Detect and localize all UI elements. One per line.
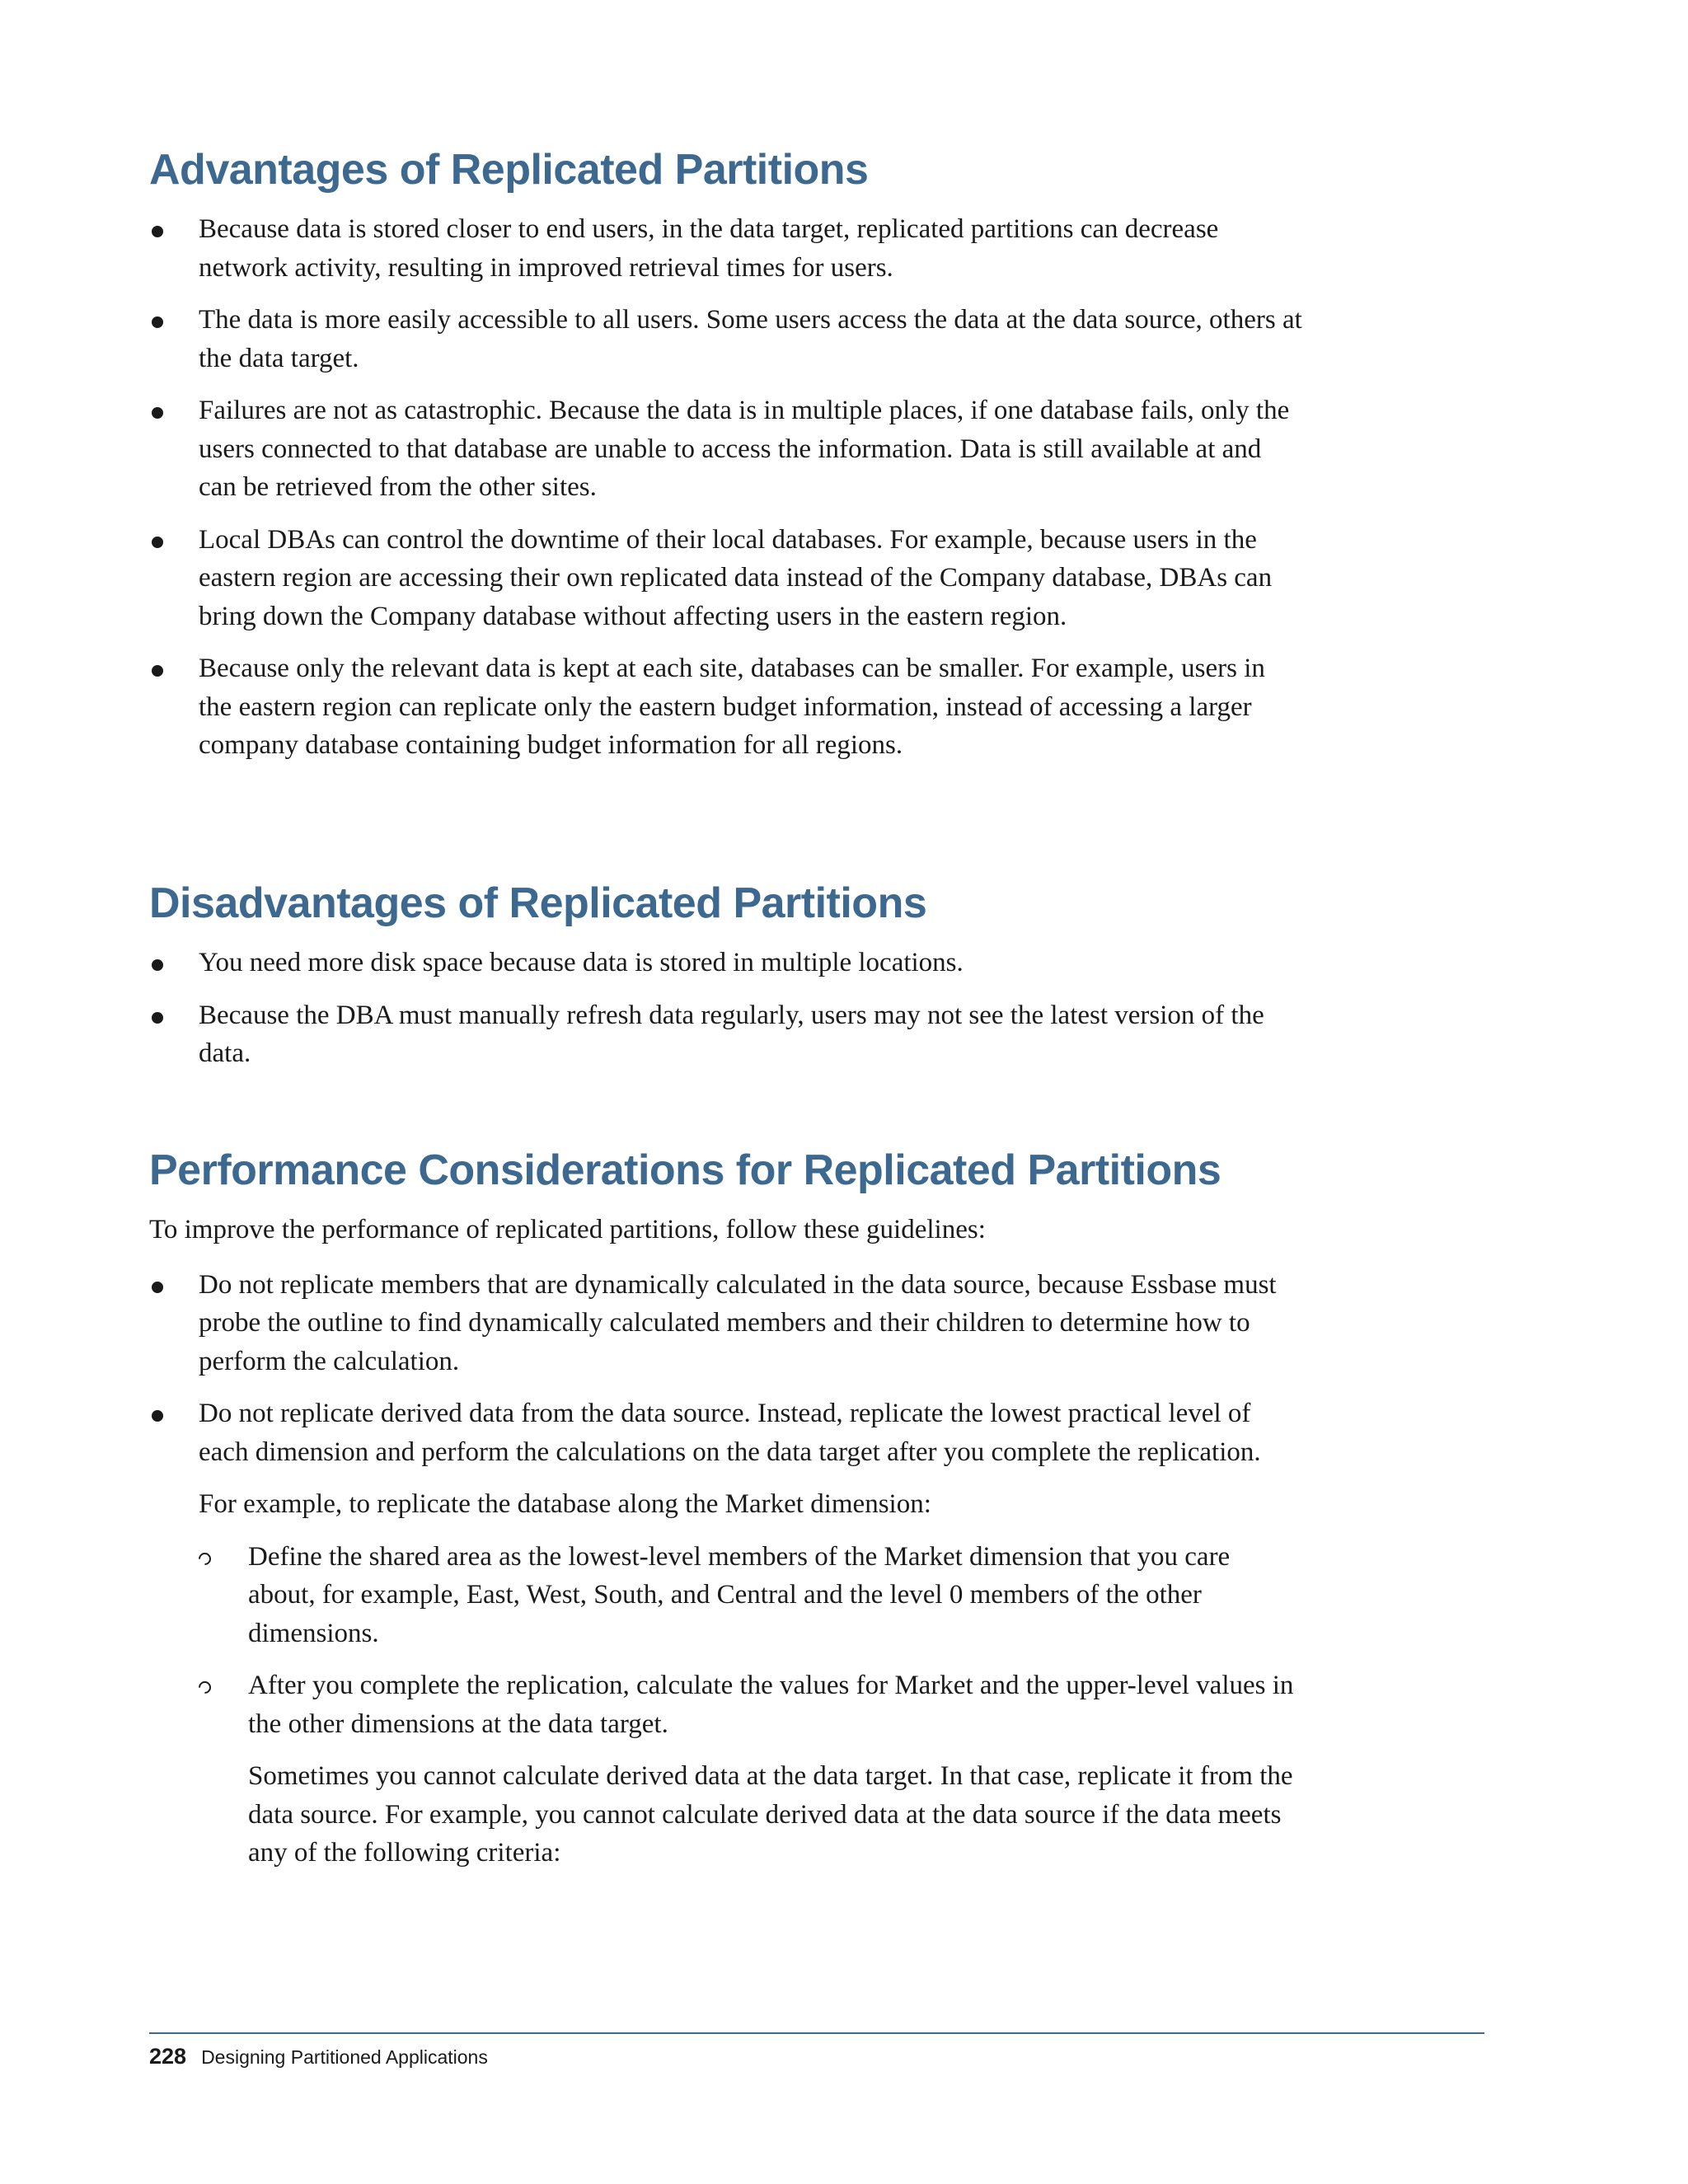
bullet-list	[149, 1266, 1303, 1472]
list-item	[149, 391, 1303, 507]
list-item	[149, 1394, 1303, 1471]
list-item	[149, 210, 1303, 287]
bullet-icon	[152, 226, 163, 237]
sub-list-item-text: After you complete the replication, calculate the values for Market and the upper-level values in the other dimensions at the data target.	[248, 1671, 1294, 1739]
open-circle-bullet-icon	[196, 1679, 213, 1696]
list-item-text: Because only the relevant data is kept at each site, databases can be smaller. For example, users in the eastern region can replicate only the eastern budget information, instead of accessing a larger company database containing budget information for all regions.	[199, 654, 1265, 761]
list-item	[149, 944, 1303, 982]
bullet-icon	[152, 1282, 163, 1293]
bullet-list	[149, 944, 1303, 1073]
list-item	[149, 649, 1303, 765]
list-item-text: The data is more easily accessible to all users. Some users access the data at the data source, others at the data target.	[199, 305, 1302, 373]
bullet-icon	[152, 1410, 163, 1422]
list-item-text: Failures are not as catastrophic. Because the data is in multiple places, if one database fails, only the users connected to that database are unable to access the information. Data is still available at and can be retrieved from the other sites.	[199, 396, 1290, 503]
list-item-text: Do not replicate derived data from the data source. Instead, replicate the lowest practical level of each dimension and perform the calculations on the data target after you complete the replication.	[199, 1399, 1261, 1467]
list-item	[149, 301, 1303, 377]
bullet-icon	[152, 959, 163, 971]
section-performance	[149, 1147, 1303, 1872]
bullet-list	[149, 210, 1303, 765]
section-advantages	[149, 147, 1303, 779]
list-item-text: Because the DBA must manually refresh data regularly, users may not see the latest version of the data.	[199, 1000, 1264, 1069]
list-item-text: Do not replicate members that are dynamically calculated in the data source, because Essbase must probe the outline to find dynamically calculated members and their children to determine how to perform the calculation.	[199, 1269, 1277, 1376]
page-number: 228	[149, 2044, 187, 2069]
list-item	[149, 1266, 1303, 1381]
sub-list-item	[199, 1538, 1303, 1653]
footer-divider	[149, 2032, 1484, 2034]
section-heading: Advantages of Replicated Partitions	[149, 146, 869, 194]
intro-paragraph: To improve the performance of replicated partitions, follow these guidelines:	[149, 1215, 986, 1245]
bullet-icon	[152, 316, 163, 328]
list-item-text: Because data is stored closer to end users, in the data target, replicated partitions can decrease network activity, resulting in improved retrieval times for users.	[199, 214, 1219, 283]
bullet-icon	[152, 537, 163, 548]
section-heading: Disadvantages of Replicated Partitions	[149, 879, 927, 927]
list-item-text: Local DBAs can control the downtime of their local databases. For example, because users in the eastern region are accessing their own replicated data instead of the Company database, DBAs can bring down the Company database without affecting users in the eastern region.	[199, 524, 1273, 631]
list-item-text: You need more disk space because data is stored in multiple locations.	[199, 948, 964, 978]
page-footer	[149, 2044, 488, 2069]
bullet-icon	[152, 407, 163, 419]
chapter-title: Designing Partitioned Applications	[201, 2046, 488, 2068]
sub-list-item-text: Define the shared area as the lowest-level members of the Market dimension that you care about, for example, East, West, South, and Central and the level 0 members of the other dimensions.	[248, 1541, 1231, 1648]
bullet-icon	[152, 665, 163, 677]
example-intro: For example, to replicate the database along the Market dimension:	[199, 1489, 931, 1520]
section-heading: Performance Considerations for Replicated Partitions	[149, 1146, 1221, 1194]
list-item	[149, 996, 1303, 1073]
section-disadvantages	[149, 880, 1303, 1087]
list-item	[149, 521, 1303, 636]
open-circle-bullet-icon	[196, 1550, 213, 1568]
sub-list-item	[199, 1666, 1303, 1743]
bullet-icon	[152, 1012, 163, 1024]
sub-bullet-list	[199, 1538, 1303, 1744]
closing-paragraph: Sometimes you cannot calculate derived data at the data target. In that case, replicate it from the data source. For example, you cannot calculate derived data at the data source if the data meets any of the following criteria:	[248, 1761, 1293, 1868]
